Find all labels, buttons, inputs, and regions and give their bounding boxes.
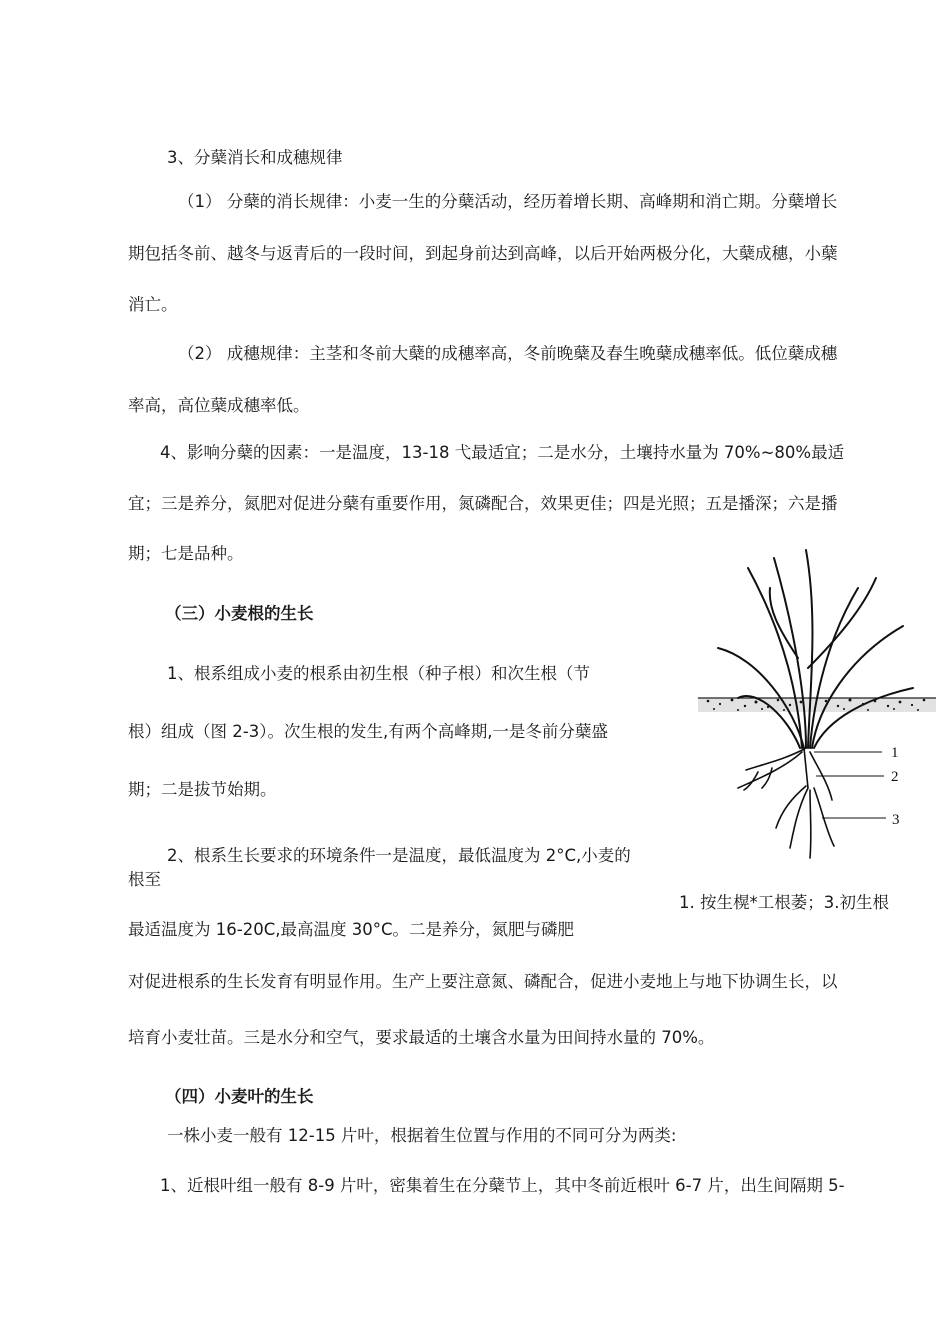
paragraph-line: 率高，高位蘖成穗率低。 <box>128 396 310 415</box>
figure-label-3: 3 <box>892 812 900 828</box>
paragraph-line: 1、根系组成小麦的根系由初生根（种子根）和次生根（节 <box>167 664 590 683</box>
wheat-roots <box>738 748 834 858</box>
figure-label-2: 2 <box>891 769 899 785</box>
paragraph-line: 期；七是品种。 <box>128 544 244 563</box>
wheat-root-figure <box>698 548 936 866</box>
figure-caption: 1. 按生榥*工根萎；3.初生根 <box>679 893 889 912</box>
wheat-leaves <box>718 550 913 748</box>
paragraph-line: 2、根系生长要求的环境条件一是温度，最低温度为 2°C,小麦的 <box>167 846 631 865</box>
figure-labels <box>891 745 900 828</box>
figure-leader-lines <box>814 752 886 818</box>
heading-tillering-pattern: 3、分蘖消长和成穗规律 <box>167 148 343 167</box>
paragraph-line: （1） 分蘖的消长规律：小麦一生的分蘖活动，经历着增长期、高峰期和消亡期。分蘖增长 <box>178 192 838 211</box>
paragraph-line: 一株小麦一般有 12-15 片叶，根据着生位置与作用的不同可分为两类: <box>167 1126 677 1145</box>
paragraph-line: 期；二是拔节始期。 <box>128 780 277 799</box>
paragraph-line: 4、影响分蘖的因素：一是温度，13-18 弋最适宜；二是水分，土壤持水量为 70%~80%最适 <box>160 443 845 462</box>
paragraph-line: 消亡。 <box>128 295 178 314</box>
paragraph-line: 宜；三是养分，氮肥对促进分蘖有重要作用，氮磷配合，效果更佳；四是光照；五是播深；六是播 <box>128 494 838 513</box>
paragraph-line: 对促进根系的生长发育有明显作用。生产上要注意氮、磷配合，促进小麦地上与地下协调生长，以 <box>128 972 838 991</box>
paragraph-line: （2） 成穗规律：主茎和冬前大蘖的成穗率高，冬前晚蘖及春生晚蘖成穗率低。低位蘖成穗 <box>178 344 838 363</box>
paragraph-line: 最适温度为 16-20C,最高温度 30°C。二是养分，氮肥与磷肥 <box>128 920 574 939</box>
paragraph-line: 根）组成（图 2-3）。次生根的发生,有两个高峰期,一是冬前分蘖盛 <box>128 722 608 741</box>
paragraph-line: 根至 <box>128 870 161 889</box>
section-heading-leaf-growth: （四）小麦叶的生长 <box>165 1087 314 1106</box>
paragraph-line: 期包括冬前、越冬与返青后的一段时间，到起身前达到高峰，以后开始两极分化，大蘖成穗，小蘖 <box>128 244 838 263</box>
figure-label-1: 1 <box>891 745 899 761</box>
section-heading-root-growth: （三）小麦根的生长 <box>165 604 314 623</box>
paragraph-line: 1、近根叶组一般有 8-9 片叶，密集着生在分蘖节上，其中冬前近根叶 6-7 片，出生间隔期 5- <box>160 1176 845 1195</box>
paragraph-line: 培育小麦壮苗。三是水分和空气，要求最适的土壤含水量为田间持水量的 70%。 <box>128 1028 715 1047</box>
